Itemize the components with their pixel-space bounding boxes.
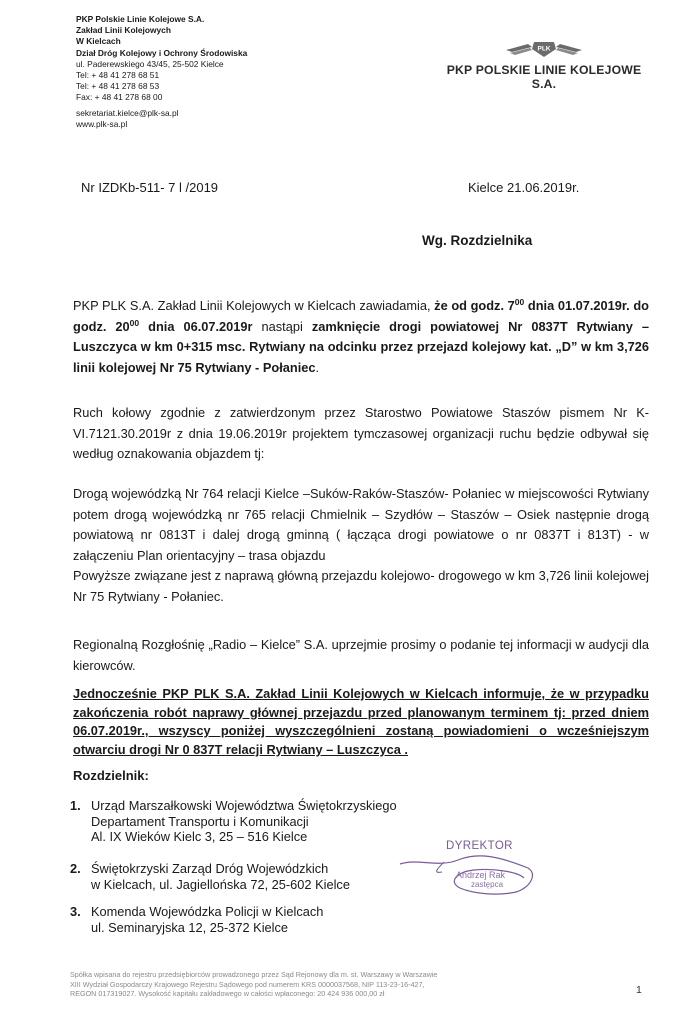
- sender-email: sekretariat.kielce@plk-sa.pl: [76, 107, 179, 118]
- reference-number: Nr IZDKb-511- 7 l /2019: [81, 180, 219, 195]
- p1-closure-details: zamknięcie drogi powiatowej Nr 0837T Rytwiany – Luszczyca w km 0+315 msc. Rytwiany na odcinku przez przejazd kolejowy kat. „D” w km 3,726 linii kolejowej Nr 75 Rytwiany - Połaniec: [73, 318, 649, 375]
- paragraph-detour-approval: Ruch kołowy zgodnie z zatwierdzonym przez Starostwo Powiatowe Staszów pismem Nr K-VI.7121.30.2019r z dnia 19.06.2019r projektem tymczasowej organizacji ruchu będzie odbywał się według oznakowania objazdem tj:: [73, 405, 649, 462]
- detour-route-text: Drogą wojewódzką Nr 764 relacji Kielce –Suków-Raków-Staszów- Połaniec w miejscowości Rytwiany potem drogą wojewódzką nr 765 relacji Chmielnik – Szydłów – Staszów – Osiek następnie drogą powiatową nr 0813T i dalej drogą gminną ( łącząca drogi powiatowe o nr 0837T i 813T) - w załączeniu Plan orientacyjny – trasa objazdu: [73, 486, 649, 563]
- p1-intro: PKP PLK S.A. Zakład Linii Kolejowych w Kielcach zawiadamia,: [73, 298, 435, 313]
- logo-brand-name: PKP POLSKIE LINIE KOLEJOWE S.A.: [446, 63, 642, 91]
- stamp-title: DYREKTOR: [446, 840, 513, 852]
- sender-block: [76, 14, 247, 130]
- p1-start-time: że od godz. $7^{00}$ dnia 01.07.2019r. do godz. $20^{00}$ dnia 06.07.2019r: [73, 297, 649, 334]
- sender-department: Dział Dróg Kolejowy i Ochrony Środowiska: [76, 47, 248, 58]
- plk-winged-emblem-icon: [504, 38, 584, 60]
- sender-company: PKP Polskie Linie Kolejowe S.A.: [76, 14, 205, 24]
- sender-fax: Fax: + 48 41 278 68 00: [76, 92, 163, 103]
- company-logo: [434, 38, 654, 91]
- sender-address: ul. Paderewskiego 43/45, 25-502 Kielce: [76, 58, 224, 69]
- company-registration-footer: Spółka wpisana do rejestru przedsiębiorców prowadzonego przez Sąd Rejonowy dla m. st. Warszawy w Warszawie XIII Wydział Gospodarczy Krajowego Rejestru Sądowego pod numerem KRS 0000037568, NIP 113-23-16-427, REGON 017319027. Wysokość kapitału zakładowego w całości wpłaconego: 20 424 936 000,00 zł: [70, 970, 438, 999]
- stamp-role: zastępca: [471, 880, 504, 889]
- distribution-item: 3. Komenda Wojewódzka Policji w Kielcach ul. Seminaryjska 12, 25-372 Kielce: [70, 904, 324, 935]
- paragraph-radio-request: Regionalną Rozgłośnię „Radio – Kielce” S.A. uprzejmie prosimy o podanie tej informacji w audycji dla kierowców.: [73, 637, 649, 673]
- sender-website: www.plk-sa.pl: [76, 118, 128, 129]
- distribution-item: 1. Urząd Marszałkowski Województwa Świętokrzyskiego Departament Transportu i Komunikacji Al. IX Wieków Kielc 3, 25 – 516 Kielce: [70, 798, 397, 845]
- paragraph-detour-route: [73, 484, 649, 608]
- sender-city: W Kielcach: [76, 36, 121, 47]
- emblem-text: PLK: [537, 45, 551, 53]
- sender-unit: Zakład Linii Kolejowych: [76, 25, 171, 36]
- distribution-item: 2. Świętokrzyski Zarząd Dróg Wojewódzkich w Kielcach, ul. Jagiellońska 72, 25-602 Kielce: [70, 861, 350, 892]
- repair-reason-text: Powyższe związane jest z naprawą główną przejazdu kolejowo- drogowego w km 3,726 linii kolejowej Nr 75 Rytwiany - Połaniec.: [73, 568, 649, 604]
- stamp-name: Andrzej Rak: [456, 870, 506, 880]
- p1-verb: nastąpi: [252, 318, 312, 334]
- place-and-date: Kielce 21.06.2019r.: [468, 180, 580, 195]
- distribution-title: Rozdzielnik:: [73, 768, 149, 783]
- sender-tel-2: Tel: + 48 41 278 68 53: [76, 81, 160, 92]
- paragraph-announcement: PKP PLK S.A. Zakład Linii Kolejowych w Kielcach zawiadamia, że od godz. $7^{00}$ dnia 01.07.2019r. do godz. $20^{00}$ dnia 06.07.2019r nastąpi zamknięcie drogi powiatowej Nr 0837T Rytwiany – Luszczyca w km 0+315 msc. Rytwiany na odcinku przez przejazd kolejowy kat. „D” w km 3,726 linii kolejowej Nr 75 Rytwiany - Połaniec.: [73, 297, 649, 375]
- paragraph-early-opening: Jednocześnie PKP PLK S.A. Zakład Linii Kolejowych w Kielcach informuje, że w przypadku zakończenia robót naprawy głównej przejazdu przed planowanym terminem tj: przed dniem 06.07.2019r., wszyscy poniżej wyszczególnieni zostaną powiadomieni o wcześniejszym otwarciu drogi Nr 0 837T relacji Rytwiany – Luszczyca .: [73, 686, 649, 757]
- sender-tel-1: Tel: + 48 41 278 68 51: [76, 70, 160, 81]
- page-number: 1: [636, 984, 642, 996]
- recipient-line: Wg. Rozdzielnika: [422, 233, 533, 248]
- director-stamp: [398, 838, 548, 896]
